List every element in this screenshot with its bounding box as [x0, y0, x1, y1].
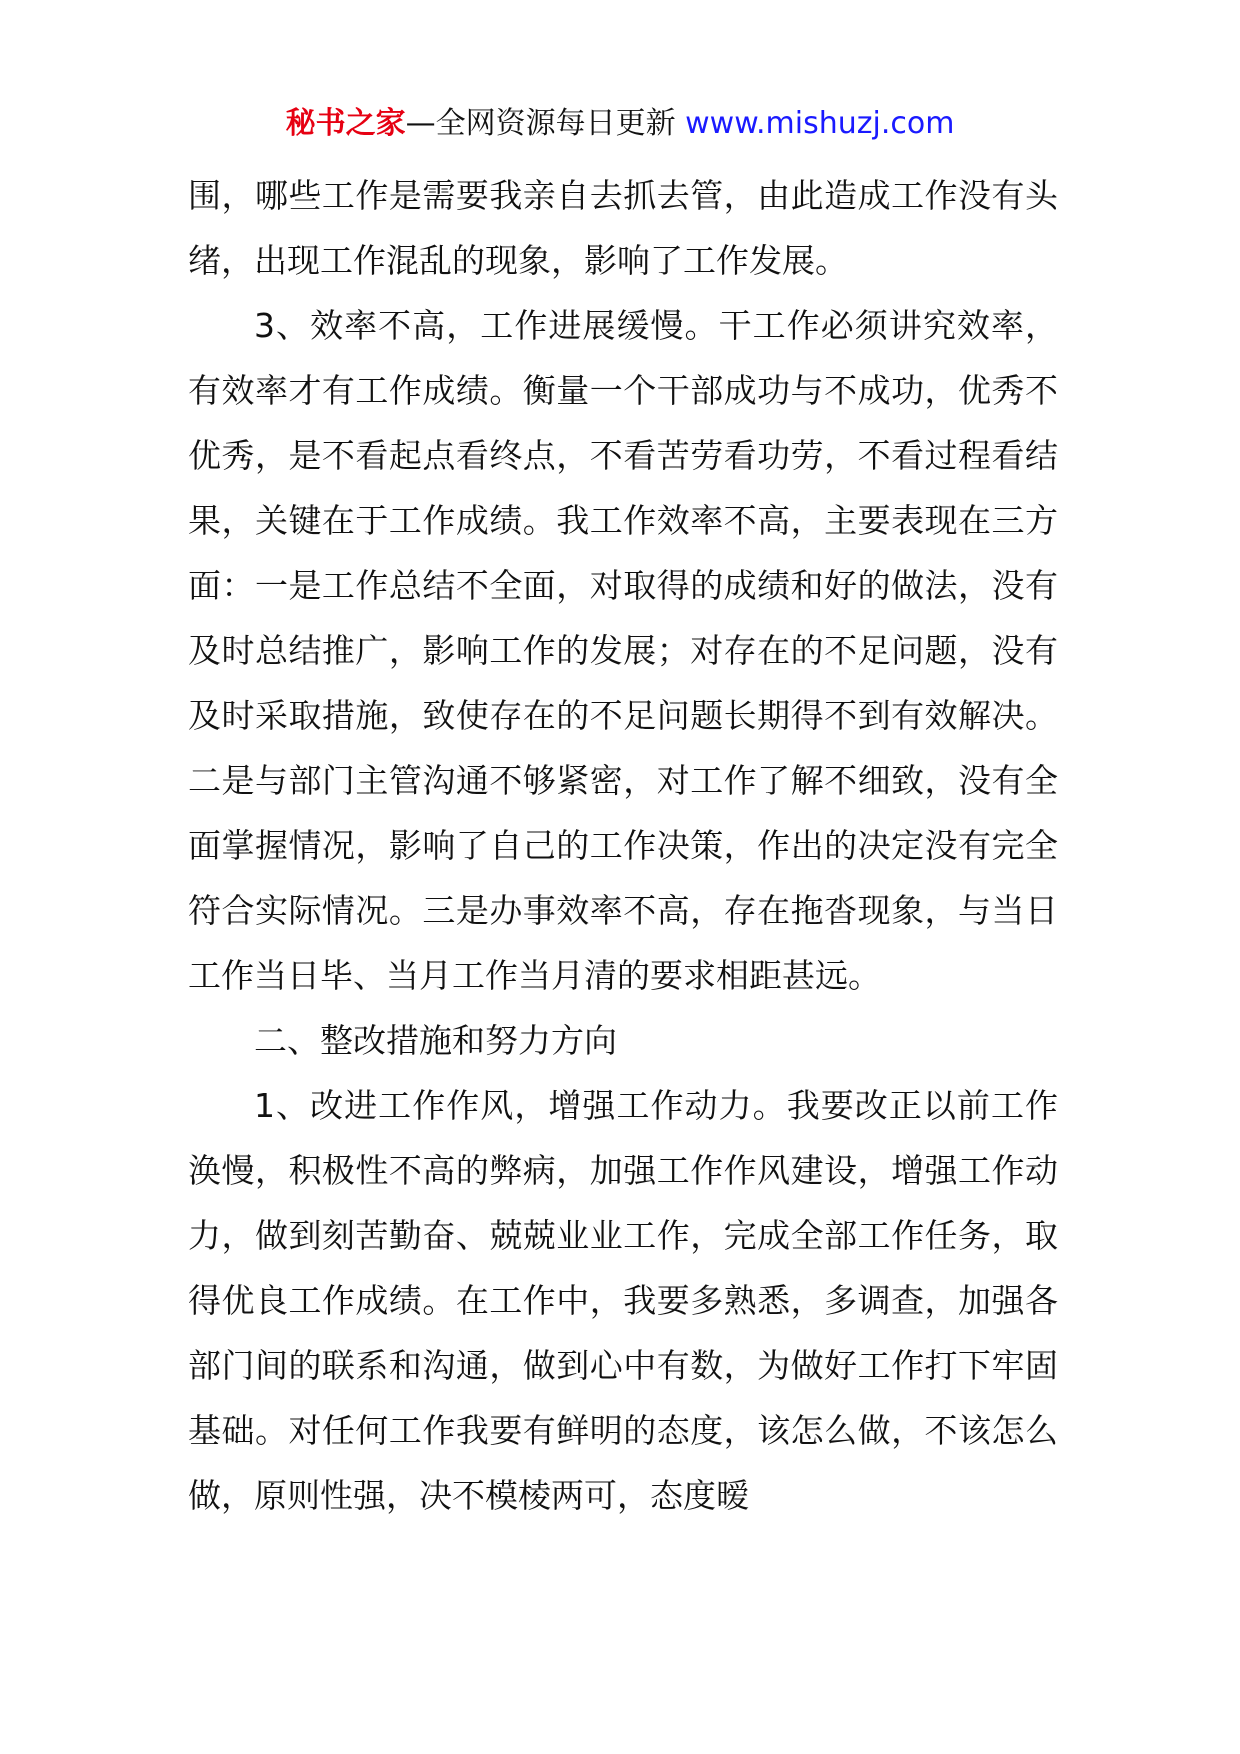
- brand-name: 秘书之家: [285, 106, 406, 141]
- paragraph-improve-style: 1、改进工作作风，增强工作动力。我要改正以前工作涣慢，积极性不高的弊病，加强工作作风建设，增强工作动力，做到刻苦勤奋、兢兢业业工作，完成全部工作任务，取得优良工作成绩。在工作中，我要多熟悉，多调查，加强各部门间的联系和沟通，做到心中有数，为做好工作打下牢固基础。对任何工作我要有鲜明的态度，该怎么做，不该怎么做，原则性强，决不模棱两可，态度暧: [188, 1086, 1058, 1515]
- header-slogan: —全网资源每日更新: [405, 106, 676, 141]
- paragraph-efficiency: 3、效率不高，工作进展缓慢。干工作必须讲究效率，有效率才有工作成绩。衡量一个干部成功与不成功，优秀不优秀，是不看起点看终点，不看苦劳看功劳，不看过程看结果，关键在于工作成绩。我工作效率不高，主要表现在三方面：一是工作总结不全面，对取得的成绩和好的做法，没有及时总结推广，影响工作的发展；对存在的不足问题，没有及时采取措施，致使存在的不足问题长期得不到有效解决。二是与部门主管沟通不够紧密，对工作了解不细致，没有全面掌握情况，影响了自己的工作决策，作出的决定没有完全符合实际情况。三是办事效率不高，存在拖沓现象，与当日工作当日毕、当月工作当月清的要求相距甚远。: [188, 306, 1058, 995]
- section-heading: 二、整改措施和努力方向: [254, 1021, 617, 1060]
- paragraph-continuation: 围，哪些工作是需要我亲自去抓去管，由此造成工作没有头绪，出现工作混乱的现象，影响了工作发展。: [188, 176, 1058, 280]
- site-header: [0, 100, 1240, 148]
- document-body: [188, 163, 1058, 1528]
- site-url[interactable]: www.mishuzj.com: [685, 106, 955, 141]
